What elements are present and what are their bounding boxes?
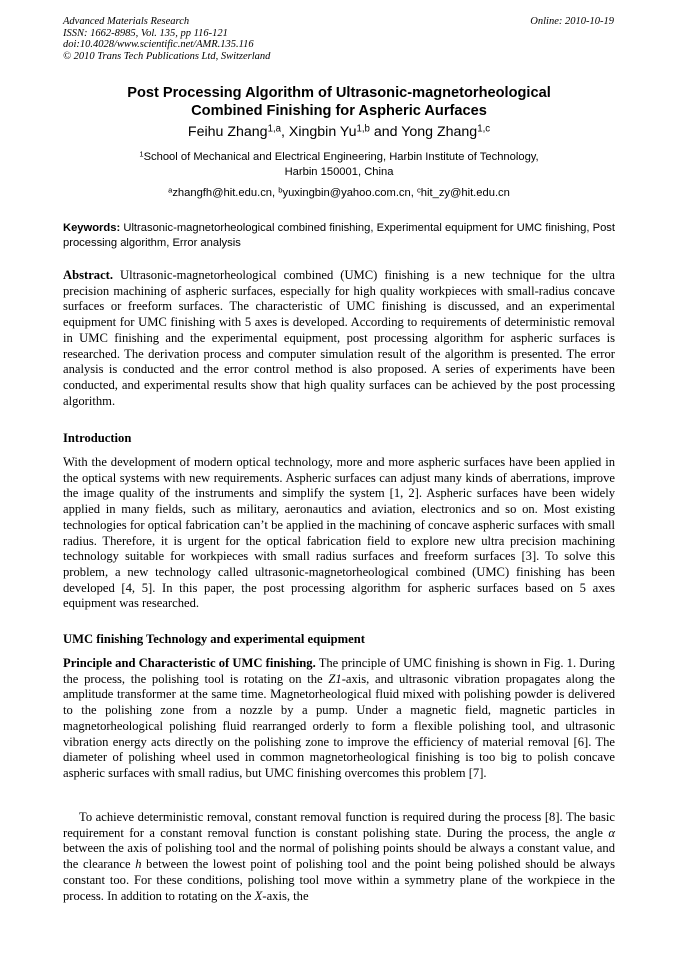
author-name: Yong Zhang — [401, 124, 478, 140]
keywords — [63, 221, 615, 251]
email-superscript: a — [168, 185, 173, 195]
copyright-line: © 2010 Trans Tech Publications Ltd, Switzerland — [63, 50, 271, 62]
author-separator: and — [369, 124, 402, 140]
email-superscript: b — [278, 185, 283, 195]
affiliation — [63, 150, 615, 180]
email-address: yuxingbin@yahoo.com.cn, — [282, 187, 417, 199]
abstract — [63, 268, 615, 409]
removal-paragraph: To achieve deterministic removal, constant removal function is required during the process [8]. The basic requirement for a constant removal function is constant polishing state. During the process, the angle α between the axis of polishing tool and the normal of polishing points should be always a constant value, and the clearance h between the lowest point of polishing tool and the point being polished should be always constant too. For these conditions, polishing tool move within a symmetry plane of the workpiece in the process. In addition to rotating on the X-axis, the — [63, 810, 615, 903]
email-address: zhangfh@hit.edu.cn, — [172, 187, 279, 199]
author-name: Xingbin Yu — [288, 124, 357, 140]
author-emails — [63, 186, 615, 200]
doi-line: doi:10.4028/www.scientific.net/AMR.135.116 — [63, 39, 254, 51]
paper-title — [63, 84, 615, 120]
email-superscript: c — [416, 185, 421, 195]
title-line-2: Combined Finishing for Aspheric Aurfaces — [191, 103, 487, 119]
journal-metadata — [63, 16, 270, 62]
axis-symbol: Z1 — [328, 671, 342, 686]
section-heading-umc: UMC finishing Technology and experimental equipment — [63, 632, 365, 646]
issn-line: ISSN: 1662-8985, Vol. 135, pp 116-121 — [63, 27, 228, 39]
principle-paragraph: Principle and Characteristic of UMC finishing. The principle of UMC finishing is shown in Fig. 1. During the process, the polishing tool is rotating on the Z1-axis, and ultrasonic vibration propagates along the amplitude transformer at the same time. Magnetorheological fluid mixed with polishing powder is delivered to the polishing zone from a nozzle by a pump. Under a magnetic field, magnetic particles in magnetorheological polishing fluid rearranged orderly to form a flexible polishing tool, and ultrasonic vibration energy acts directly on the polishing zone to improve the efficiency of material removal [6]. The diameter of polishing wheel used in common magnetorheological finishing is too big to polish concave aspheric surfaces with small radius, but UMC finishing overcomes this problem [7]. — [63, 656, 615, 780]
author-superscript: 1,b — [356, 123, 370, 135]
keywords-text: Ultrasonic-magnetorheological combined finishing, Experimental equipment for UMC finishing, Post processing algorithm, Error analysis — [63, 222, 615, 249]
author-name: Feihu Zhang — [187, 124, 268, 140]
abstract-label: Abstract. — [63, 268, 114, 282]
author-list — [63, 123, 615, 141]
section-heading-introduction: Introduction — [63, 431, 132, 445]
author-separator: , — [280, 124, 289, 140]
affiliation-line-1: $^1$School of Mechanical and Electrical Engineering, Harbin Institute of Technology, — [139, 149, 539, 163]
keywords-label: Keywords: — [63, 222, 124, 234]
affiliation-superscript: 1 — [139, 149, 144, 159]
x-axis-symbol: X — [254, 888, 263, 903]
abstract-text: Ultrasonic-magnetorheological combined (UMC) finishing is a new technique for the ultra precision machining of aspheric surfaces, especially for high quality workpieces with small-radius concave surfaces or freeform surfaces. The characteristic of UMC finishing is discussed, and an experimental equipment for UMC finishing with 5 axes is developed. According to requirements of deterministic removal in UMC finishing and the experimental equipment, post processing algorithm for aspheric surfaces is researched. The derivation process and computer simulation result of the algorithm is presented. The error analysis is conducted and the error control method is also proposed. A series of experiments have been conducted, and experimental results show that high quality surfaces can be achieved by the post processing algorithm. — [63, 268, 615, 408]
email-address: hit_zy@hit.edu.cn — [420, 187, 510, 199]
introduction-paragraph: With the development of modern optical technology, more and more aspheric surfaces have been applied in the optical systems with new requirements. Aspheric surfaces can adjust many kinds of aberrations, improve the image quality of the instruments and simplify the system [1, 2]. Aspheric surfaces have been widely applied in many fields, such as military, aeronautics and aviation, electronics and so on. Most existing technologies for optical fabrication can’t be applied in the machining of concave aspheric surfaces with small radius. Therefore, it is urgent for the optical fabrication field to explore new ultra precision machining technology suitable for workpieces with small radius surfaces and freeform surfaces [3]. To solve this problem, a new technology called ultrasonic-magnetorheological combined (UMC) finishing has been developed [4, 5]. In this paper, the post processing algorithm for aspheric surfaces based on 5 axes equipment was researched. — [63, 455, 615, 611]
author-superscript: 1,a — [267, 123, 281, 135]
title-line-1: Post Processing Algorithm of Ultrasonic-magnetorheological — [127, 85, 551, 101]
h-symbol: h — [135, 857, 142, 872]
author-superscript: 1,c — [477, 123, 491, 135]
affiliation-line-2: Harbin 150001, China — [284, 166, 394, 178]
runin-heading: Principle and Characteristic of UMC finishing. — [63, 656, 316, 670]
online-date: Online: 2010-10-19 — [530, 16, 614, 27]
journal-name: Advanced Materials Research — [63, 16, 190, 27]
alpha-symbol: α — [608, 825, 615, 840]
